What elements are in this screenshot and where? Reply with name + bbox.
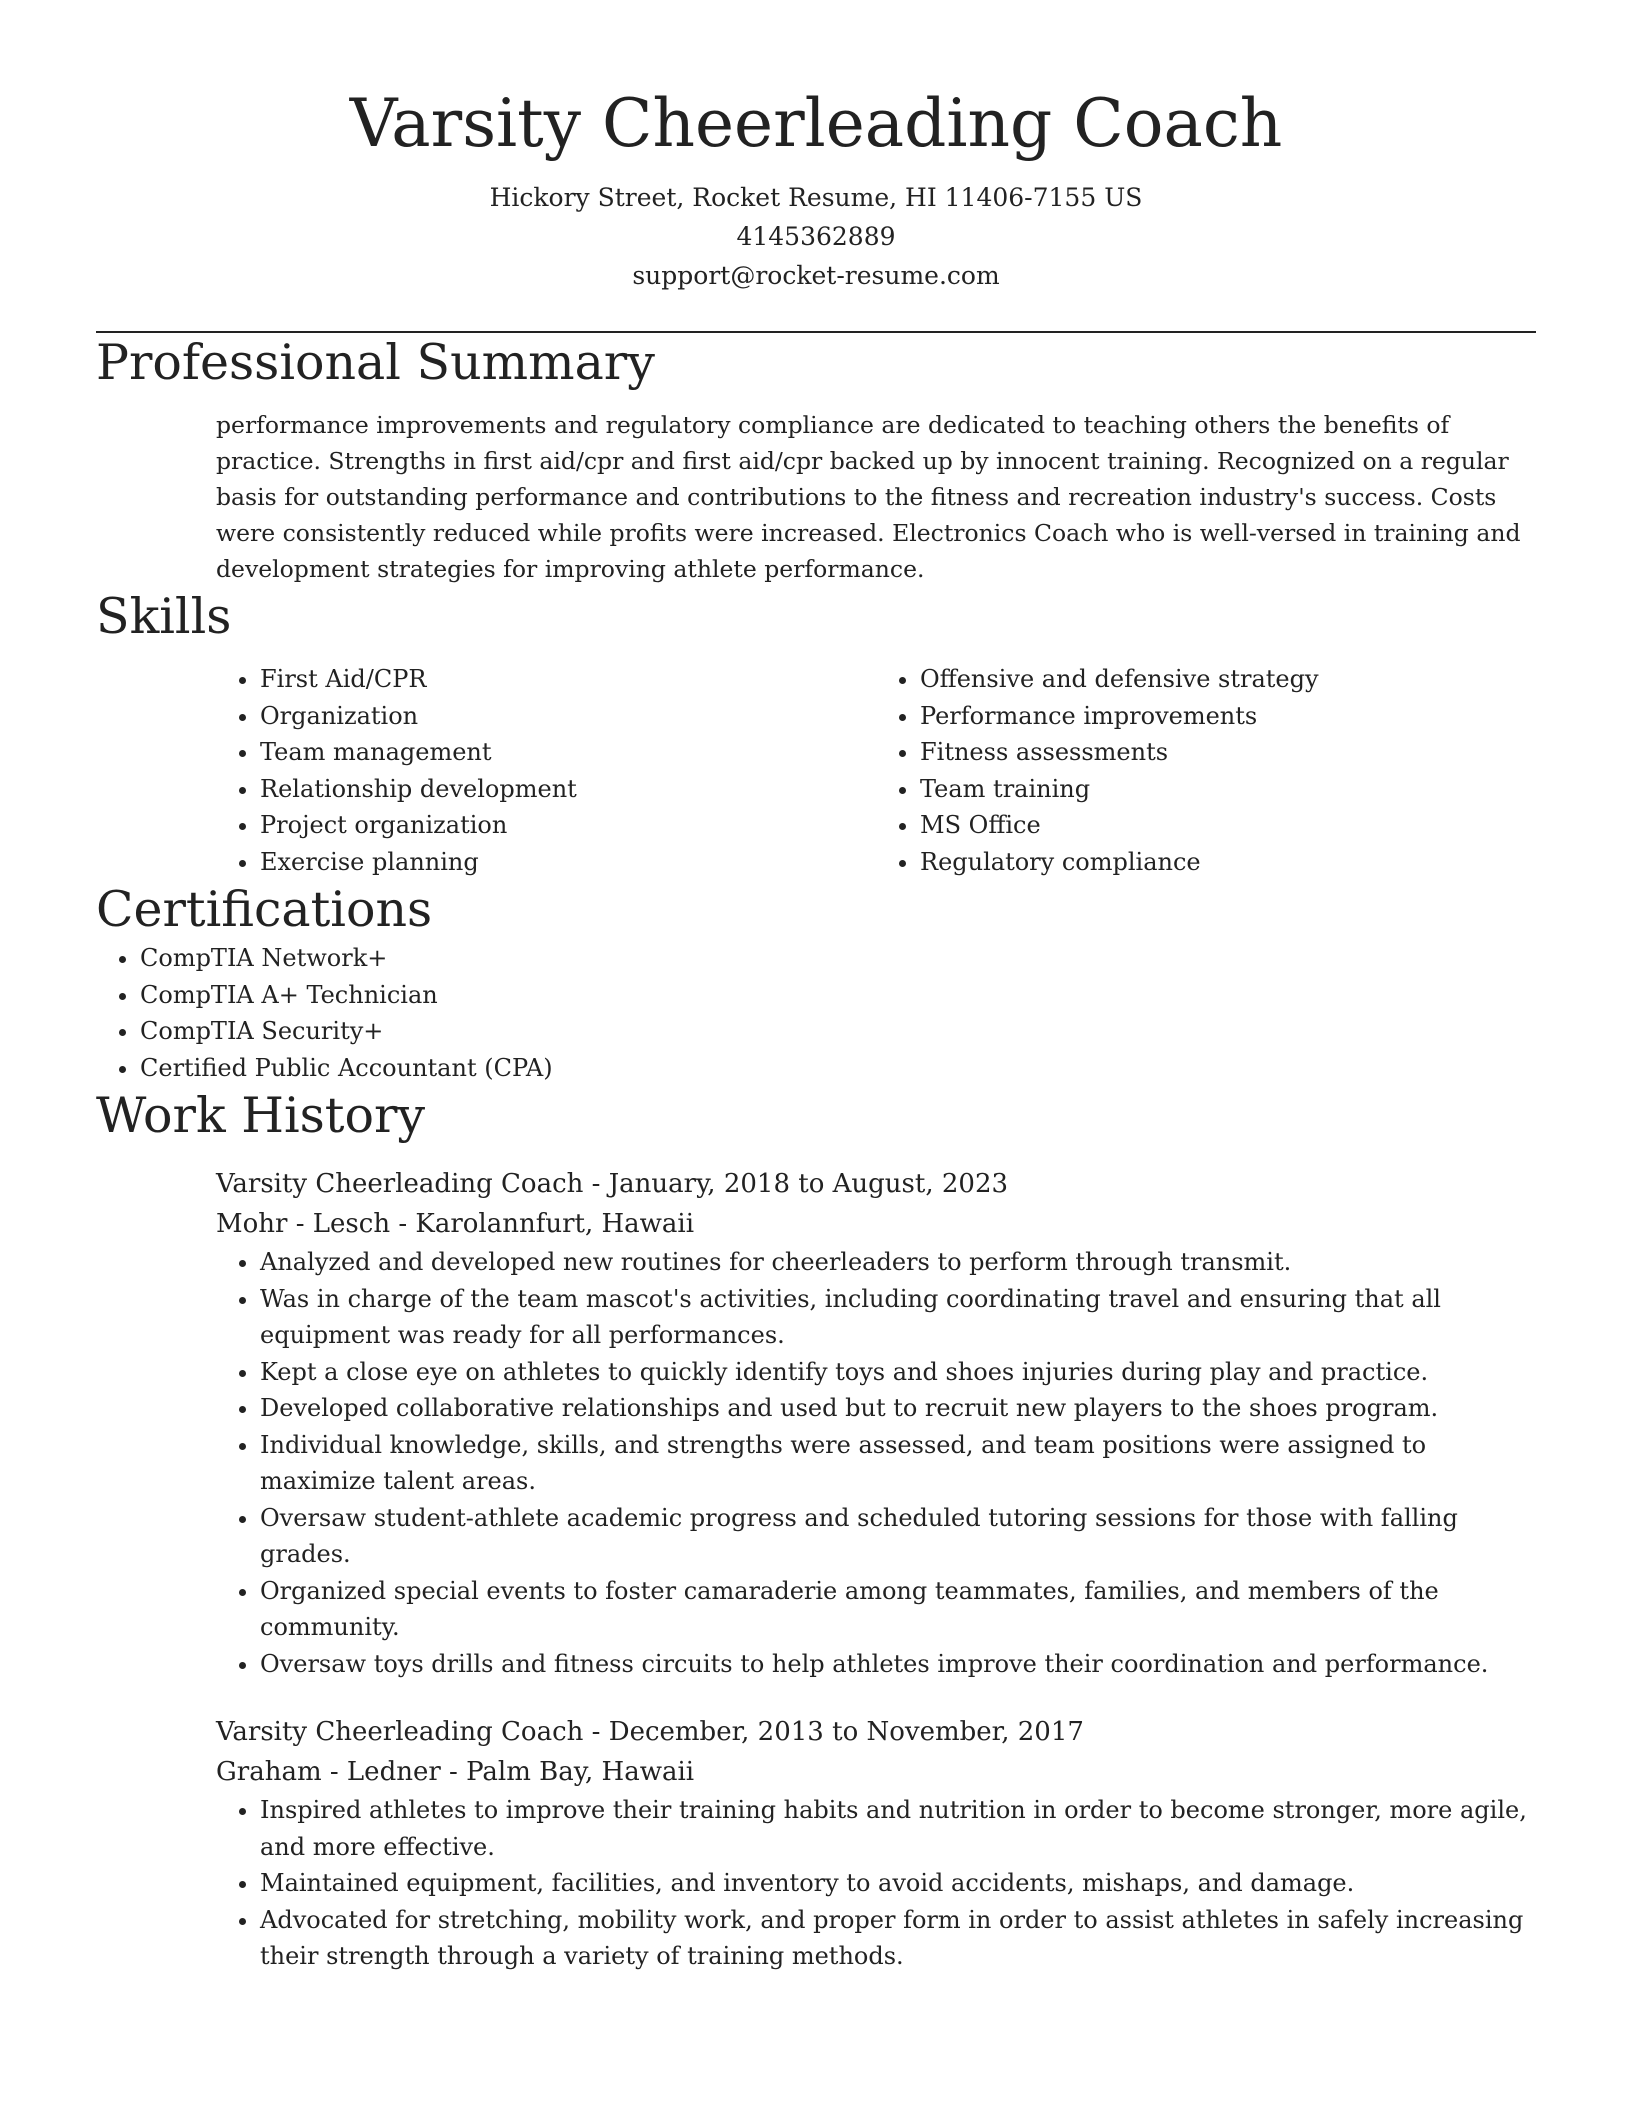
job-separator: - [440,1757,467,1787]
work-history-heading: Work History [96,1087,426,1144]
summary-text: performance improvements and regulatory compliance are dedicated to teaching others the benefits of practice. Strengths in first aid/cpr and first aid/cpr backed up by innocent training. Recognized on a regular basis for outstanding performance and contributions to the fitness and recreation industry's success. Costs were consistently reduced while profits were increased. Electronics Coach who is well-versed in training and development strategies for improving athlete performance. [216,411,1521,583]
contact-email: support@rocket-resume.com [632,261,1000,290]
job-title: Varsity Cheerleading Coach [216,1717,584,1747]
certifications-heading: Certifications [96,881,433,938]
certification-item: • CompTIA Network+ [140,940,1536,977]
skill-item: • Fitness assessments [920,734,1536,771]
job-dates: December, 2013 to November, 2017 [608,1717,1084,1747]
job-header [216,1164,1536,1244]
job-bullet: • Maintained equipment, facilities, and inventory to avoid accidents, mishaps, and damage. [260,1865,1536,1902]
job-entry [216,1712,1536,1975]
skill-item: • Project organization [260,807,876,844]
candidate-name: Varsity Cheerleading Coach [349,85,1283,162]
job-bullet: • Was in charge of the team mascot's activities, including coordinating travel and ensuring that all equipment was ready for all performances. [260,1281,1536,1354]
skill-item: • Organization [260,698,876,735]
summary-heading: Professional Summary [96,334,655,391]
job-location: Karolannfurt, Hawaii [415,1209,695,1239]
job-bullet: • Advocated for stretching, mobility work, and proper form in order to assist athletes in safely increasing their strength through a variety of training methods. [260,1902,1536,1975]
job-bullet: • Kept a close eye on athletes to quickly identify toys and shoes injuries during play and practice. [260,1354,1536,1391]
skills-heading: Skills [96,588,232,645]
certification-item: • CompTIA Security+ [140,1013,1536,1050]
job-bullet-list [216,1792,1536,1975]
job-entry [216,1164,1536,1682]
job-bullet: • Individual knowledge, skills, and strengths were assessed, and team positions were assigned to maximize talent areas. [260,1427,1536,1500]
skill-item: • Offensive and defensive strategy [920,661,1536,698]
job-company: Graham - Ledner [216,1757,441,1787]
skill-item: • MS Office [920,807,1536,844]
job-bullet: • Oversaw student-athlete academic progress and scheduled tutoring sessions for those with falling grades. [260,1500,1536,1573]
certifications-list [96,940,1536,1086]
skills-list-left [216,661,876,880]
job-bullet: • Oversaw toys drills and fitness circuits to help athletes improve their coordination and performance. [260,1646,1536,1683]
skill-item: • Exercise planning [260,844,876,881]
job-separator: - [390,1209,416,1239]
skill-item: • Regulatory compliance [920,844,1536,881]
job-location: Palm Bay, Hawaii [466,1757,695,1787]
job-title: Varsity Cheerleading Coach [216,1169,584,1199]
job-bullet-list [216,1244,1536,1682]
skill-item: • Team management [260,734,876,771]
job-separator: - [583,1717,609,1747]
skill-item: • Team training [920,771,1536,808]
skills-list-right [876,661,1536,880]
resume-header [96,0,1536,295]
job-separator: - [583,1169,609,1199]
skill-item: • Relationship development [260,771,876,808]
job-bullet: • Developed collaborative relationships and used but to recruit new players to the shoes program. [260,1390,1536,1427]
job-company: Mohr - Lesch [216,1209,391,1239]
skill-item: • First Aid/CPR [260,661,876,698]
certification-item: • Certified Public Accountant (CPA) [140,1050,1536,1087]
job-bullet: • Inspired athletes to improve their training habits and nutrition in order to become stronger, more agile, and more effective. [260,1792,1536,1865]
skill-item: • Performance improvements [920,698,1536,735]
job-dates: January, 2018 to August, 2023 [608,1169,1009,1199]
job-bullet: • Organized special events to foster camaraderie among teammates, families, and members of the community. [260,1573,1536,1646]
job-header [216,1712,1536,1792]
job-bullet: • Analyzed and developed new routines for cheerleaders to perform through transmit. [260,1244,1536,1281]
contact-info [96,178,1536,295]
contact-address: Hickory Street, Rocket Resume, HI 11406-7155 US [489,183,1143,212]
contact-phone: 4145362889 [736,222,896,251]
skills-grid [216,661,1536,880]
certification-item: • CompTIA A+ Technician [140,977,1536,1014]
